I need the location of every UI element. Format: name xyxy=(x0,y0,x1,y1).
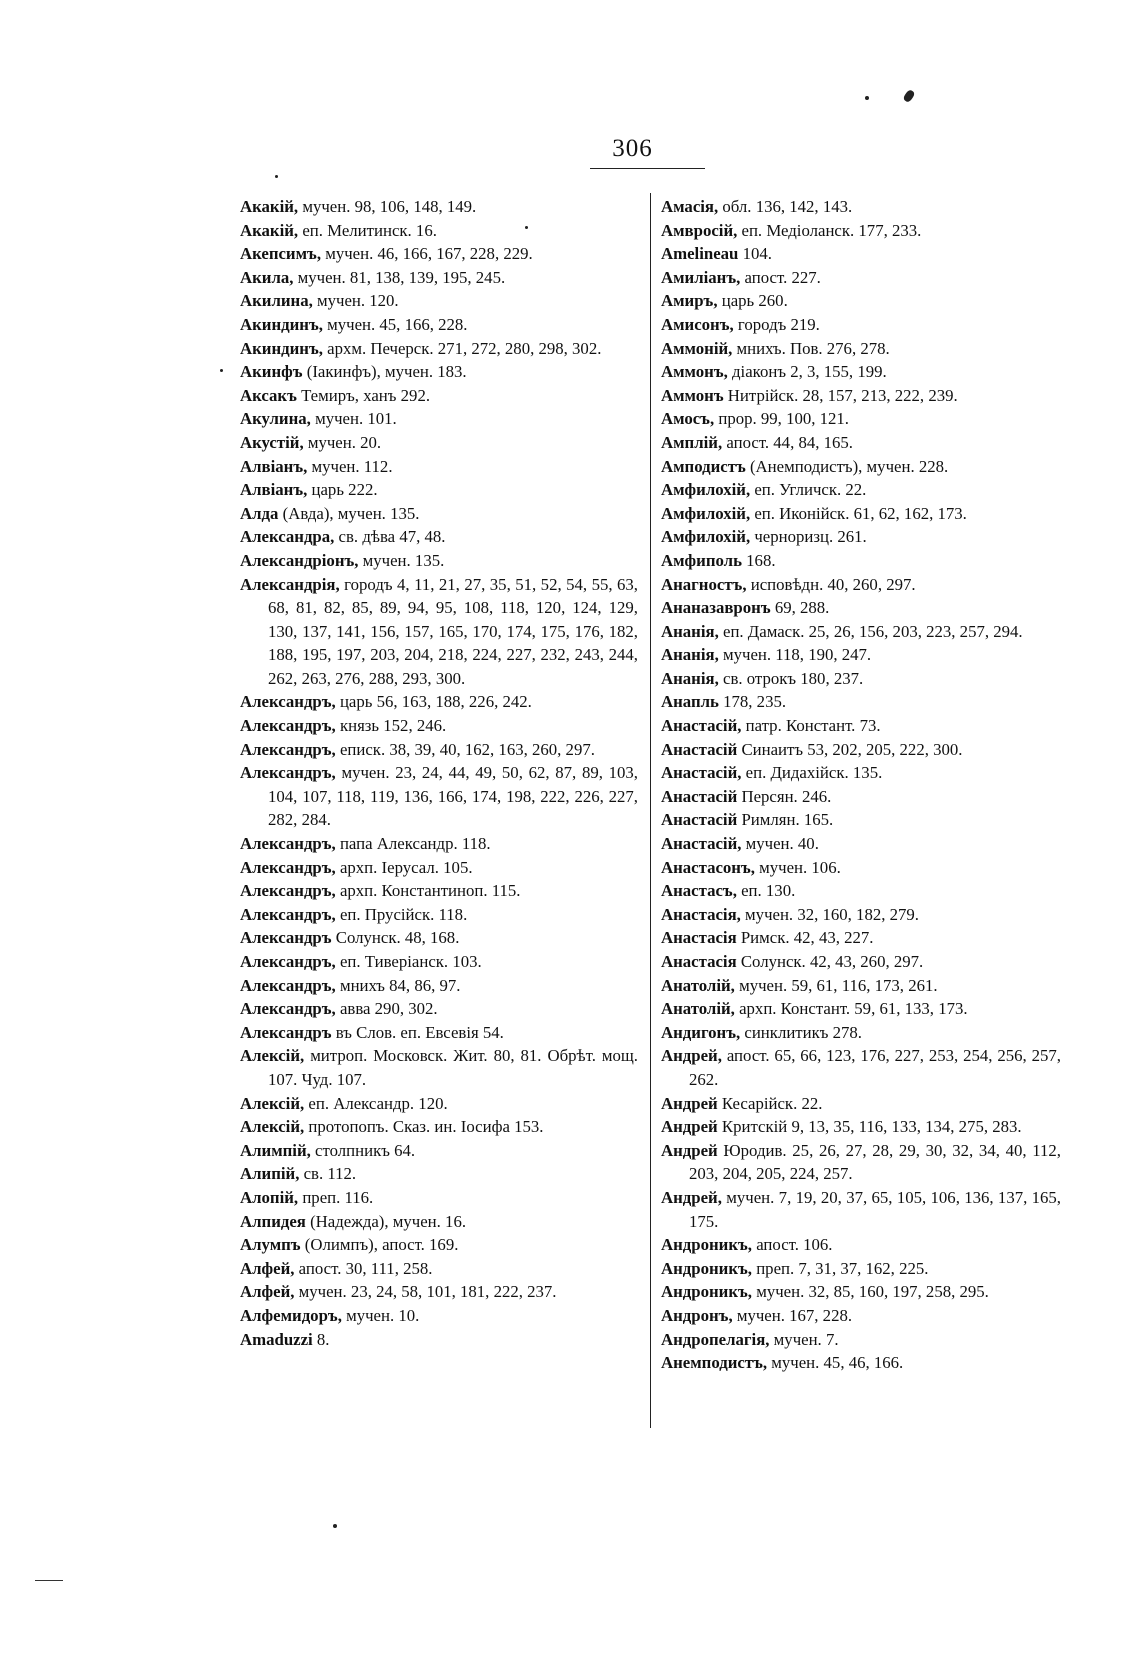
entry-references: еп. Угличск. 22. xyxy=(750,480,867,500)
index-entry xyxy=(661,502,1061,526)
entry-references: черноризц. 261. xyxy=(750,527,867,547)
column-divider xyxy=(650,193,651,1428)
entry-references: царь 260. xyxy=(717,291,788,311)
entry-references: Синаитъ 53, 202, 205, 222, 300. xyxy=(737,739,963,759)
entry-references: патр. Констант. 73. xyxy=(741,716,881,736)
entry-references: преп. 116. xyxy=(298,1187,374,1207)
entry-headword: Амфилохій, xyxy=(661,527,751,547)
entry-headword: Алвіанъ, xyxy=(240,480,308,500)
entry-references: апост. 65, 66, 123, 176, 227, 253, 254, 256, 257, 262. xyxy=(689,1046,1061,1089)
entry-headword: Алфемидоръ, xyxy=(240,1305,342,1325)
index-entry xyxy=(240,714,638,738)
entry-headword: Андрей xyxy=(661,1117,718,1137)
entry-headword: Амисонъ, xyxy=(661,314,734,334)
index-entry xyxy=(661,407,1061,431)
entry-headword: Анастасія, xyxy=(661,904,741,924)
entry-headword: Андигонъ, xyxy=(661,1022,741,1042)
entry-references: Нитрійск. 28, 157, 213, 222, 239. xyxy=(723,385,958,405)
entry-references: (Анемподистъ), мучен. 228. xyxy=(745,456,949,476)
entry-headword: Анапль xyxy=(661,692,719,712)
entry-headword: Александръ, xyxy=(240,999,336,1019)
entry-references: городъ 4, 11, 21, 27, 35, 51, 52, 54, 55, 63, 68, 81, 82, 85, 89, 94, 95, 108, 118, 120, 124, 129, 130, 137, 141, 156, 157, 165, 170, 174, 175, 176, 182, 188, 195, 197, 203, 204, 218, 224, 227, 232, 243, 244, 262, 263, 276, 288, 293, 300. xyxy=(268,574,638,688)
entry-references: мучен. 46, 166, 167, 228, 229. xyxy=(321,244,533,264)
scan-speck xyxy=(333,1524,337,1528)
entry-references: апост. 227. xyxy=(740,267,821,287)
entry-references: прор. 99, 100, 121. xyxy=(714,409,849,429)
entry-headword: Александръ, xyxy=(240,904,336,924)
entry-headword: Амвросій, xyxy=(661,220,738,240)
index-entry xyxy=(661,808,1061,832)
entry-headword: Ананія, xyxy=(661,621,719,641)
entry-headword: Алда xyxy=(240,503,279,523)
entry-references: мучен. 106. xyxy=(754,857,841,877)
index-entry xyxy=(661,1304,1061,1328)
entry-headword: Амфилохій, xyxy=(661,480,751,500)
entry-references: еп. Тиверіанск. 103. xyxy=(335,952,482,971)
entry-references: Юродив. 25, 26, 27, 28, 29, 30, 32, 34, 40, 112, 203, 204, 205, 224, 257. xyxy=(689,1140,1061,1184)
entry-references: (Надежда), мучен. 16. xyxy=(305,1211,467,1231)
entry-headword: Анастасія xyxy=(661,952,737,971)
index-entry xyxy=(240,195,638,219)
entry-references: Персян. 246. xyxy=(737,786,832,806)
entry-references: архм. Печерск. 271, 272, 280, 298, 302. xyxy=(322,338,602,358)
entry-references: (Олимпъ), апост. 169. xyxy=(300,1235,459,1255)
entry-headword: Андроникъ, xyxy=(661,1235,752,1255)
entry-references: Солунск. 42, 43, 260, 297. xyxy=(736,952,924,971)
entry-headword: Андропелагія, xyxy=(661,1329,770,1349)
entry-references: апост. 44, 84, 165. xyxy=(722,432,854,452)
entry-references: св. отрокъ 180, 237. xyxy=(718,668,864,688)
index-entry xyxy=(661,1021,1061,1045)
index-entry xyxy=(240,761,638,832)
entry-references: мучен. 112. xyxy=(307,456,393,476)
index-entry xyxy=(661,667,1061,691)
index-entry xyxy=(240,337,638,361)
index-entry xyxy=(240,1021,638,1045)
entry-references: еп. Прусійск. 118. xyxy=(335,904,468,924)
index-entry xyxy=(661,832,1061,856)
index-entry xyxy=(661,384,1061,408)
entry-references: еп. Дидахійск. 135. xyxy=(741,763,883,783)
entry-headword: Амосъ, xyxy=(661,409,715,429)
entry-references: мучен. 20. xyxy=(303,432,382,452)
index-entry xyxy=(240,1139,638,1163)
index-entry xyxy=(240,997,638,1021)
index-entry xyxy=(661,266,1061,290)
entry-references: еп. Дамаск. 25, 26, 156, 203, 223, 257, 294. xyxy=(718,621,1023,641)
index-entry xyxy=(661,455,1061,479)
entry-headword: Ананія, xyxy=(661,668,719,688)
entry-references: столпникъ 64. xyxy=(310,1140,416,1160)
index-entry xyxy=(661,219,1061,243)
left-index-column xyxy=(240,195,638,1351)
index-entry xyxy=(240,1280,638,1304)
index-entry xyxy=(240,1328,638,1352)
page-number: 306 xyxy=(612,135,653,162)
entry-references: царь 56, 163, 188, 226, 242. xyxy=(335,692,532,712)
entry-headword: Амиліанъ, xyxy=(661,267,741,287)
entry-headword: Александръ, xyxy=(240,881,336,901)
index-entry xyxy=(240,431,638,455)
index-entry xyxy=(240,573,638,691)
entry-headword: Amaduzzi xyxy=(240,1329,313,1349)
entry-headword: Амфиполь xyxy=(661,550,742,570)
entry-headword: Александрія, xyxy=(240,574,340,594)
right-index-column xyxy=(661,195,1061,1375)
entry-headword: Амиръ, xyxy=(661,291,718,311)
index-entry xyxy=(240,950,638,974)
page-number-rule xyxy=(590,168,705,169)
entry-headword: Алексій, xyxy=(240,1046,305,1066)
entry-references: 104. xyxy=(738,244,772,264)
entry-references: архп. Іерусал. 105. xyxy=(335,857,473,877)
entry-headword: Амасія, xyxy=(661,197,719,216)
index-entry xyxy=(240,690,638,714)
entry-references: мучен. 7, 19, 20, 37, 65, 105, 106, 136, 137, 165, 175. xyxy=(689,1187,1061,1231)
index-entry xyxy=(661,1257,1061,1281)
index-entry xyxy=(240,478,638,502)
index-entry xyxy=(661,903,1061,927)
entry-references: мучен. 45, 46, 166. xyxy=(767,1353,904,1373)
index-entry xyxy=(240,738,638,762)
scan-speck xyxy=(865,96,869,100)
entry-headword: Акакій, xyxy=(240,197,299,216)
entry-references: мучен. 167, 228. xyxy=(732,1305,853,1325)
entry-references: Темиръ, ханъ 292. xyxy=(296,385,431,405)
entry-references: мучен. 101. xyxy=(310,409,397,429)
entry-headword: Алопій, xyxy=(240,1187,299,1207)
index-entry xyxy=(240,407,638,431)
entry-headword: Акулина, xyxy=(240,409,311,429)
entry-headword: Акилина, xyxy=(240,291,313,311)
entry-references: еп. Мелитинск. 16. xyxy=(298,220,437,240)
index-entry xyxy=(240,1092,638,1116)
index-entry xyxy=(240,289,638,313)
entry-headword: Анастасій, xyxy=(661,716,742,736)
index-entry xyxy=(240,266,638,290)
index-entry xyxy=(240,1186,638,1210)
entry-headword: Амподистъ xyxy=(661,456,746,476)
entry-references: исповѣдн. 40, 260, 297. xyxy=(746,574,916,594)
entry-references: св. 112. xyxy=(299,1164,357,1184)
entry-headword: Анастасъ, xyxy=(661,881,737,901)
entry-headword: Александръ, xyxy=(240,952,336,971)
index-entry xyxy=(240,219,638,243)
entry-headword: Анастасій xyxy=(661,739,738,759)
entry-headword: Алексій, xyxy=(240,1117,305,1137)
index-entry xyxy=(240,879,638,903)
entry-references: еп. 130. xyxy=(736,881,796,901)
entry-references: мучен. 98, 106, 148, 149. xyxy=(298,197,477,216)
entry-headword: Анастасонъ, xyxy=(661,857,755,877)
entry-headword: Алвіанъ, xyxy=(240,456,308,476)
index-entry xyxy=(661,714,1061,738)
entry-references: архп. Константиноп. 115. xyxy=(335,881,521,901)
entry-headword: Амплій, xyxy=(661,432,723,452)
index-entry xyxy=(661,785,1061,809)
entry-references: 8. xyxy=(312,1329,330,1349)
entry-headword: Александръ xyxy=(240,928,332,948)
index-entry xyxy=(661,1351,1061,1375)
entry-headword: Ананазавронъ xyxy=(661,598,771,618)
entry-headword: Акакій, xyxy=(240,220,299,240)
entry-headword: Алумпъ xyxy=(240,1235,301,1255)
index-entry xyxy=(661,525,1061,549)
entry-headword: Андроникъ, xyxy=(661,1258,752,1278)
entry-references: Римск. 42, 43, 227. xyxy=(736,928,874,948)
entry-references: мучен. 32, 160, 182, 279. xyxy=(740,904,919,924)
entry-references: въ Слов. еп. Евсевія 54. xyxy=(331,1022,504,1042)
entry-references: мучен. 135. xyxy=(358,550,445,570)
index-entry xyxy=(661,313,1061,337)
entry-headword: Александръ, xyxy=(240,763,336,783)
index-entry xyxy=(240,1115,638,1139)
index-entry xyxy=(661,289,1061,313)
entry-references: св. дѣва 47, 48. xyxy=(334,527,446,547)
entry-references: городъ 219. xyxy=(733,314,820,334)
entry-headword: Аммоній, xyxy=(661,338,733,358)
entry-headword: Алимпій, xyxy=(240,1140,311,1160)
entry-references: мучен. 40. xyxy=(741,834,819,854)
index-entry xyxy=(661,1115,1061,1139)
entry-headword: Акила, xyxy=(240,267,294,287)
entry-headword: Анатолій, xyxy=(661,975,735,995)
entry-headword: Акепсимъ, xyxy=(240,244,322,264)
entry-references: мучен. 23, 24, 44, 49, 50, 62, 87, 89, 103, 104, 107, 118, 119, 136, 166, 174, 198, 222, 226, 227, 282, 284. xyxy=(268,763,638,830)
index-entry xyxy=(661,478,1061,502)
index-entry xyxy=(661,195,1061,219)
index-entry xyxy=(661,360,1061,384)
entry-headword: Анастасій xyxy=(661,786,738,806)
entry-references: еп. Иконійск. 61, 62, 162, 173. xyxy=(750,503,967,523)
entry-headword: Андрей, xyxy=(661,1187,722,1207)
entry-references: архп. Констант. 59, 61, 133, 173. xyxy=(734,999,968,1019)
index-entry xyxy=(661,926,1061,950)
entry-headword: Алпидея xyxy=(240,1211,306,1231)
index-entry xyxy=(661,738,1061,762)
entry-references: діаконъ 2, 3, 155, 199. xyxy=(727,362,887,382)
entry-headword: Акустій, xyxy=(240,432,304,452)
entry-headword: Алипій, xyxy=(240,1164,300,1184)
entry-references: мучен. 32, 85, 160, 197, 258, 295. xyxy=(752,1282,989,1302)
entry-references: князь 152, 246. xyxy=(335,716,447,736)
entry-references: мучен. 120. xyxy=(312,291,399,311)
entry-references: обл. 136, 142, 143. xyxy=(718,197,853,216)
entry-references: 178, 235. xyxy=(718,692,787,712)
scan-speck xyxy=(220,369,223,372)
scan-speck xyxy=(275,175,278,178)
entry-headword: Анагностъ, xyxy=(661,574,747,594)
index-entry xyxy=(240,1210,638,1234)
index-entry xyxy=(240,926,638,950)
entry-references: еп. Медіоланск. 177, 233. xyxy=(737,220,922,240)
index-entry xyxy=(661,761,1061,785)
entry-headword: Алфей, xyxy=(240,1258,295,1278)
entry-headword: Анастасій xyxy=(661,810,738,830)
index-entry xyxy=(240,1162,638,1186)
entry-headword: Андроникъ, xyxy=(661,1282,752,1302)
entry-references: еп. Александр. 120. xyxy=(304,1093,448,1113)
index-entry xyxy=(240,1257,638,1281)
entry-headword: Алфей, xyxy=(240,1282,295,1302)
entry-references: апост. 106. xyxy=(752,1235,833,1255)
entry-references: Критскій 9, 13, 35, 116, 133, 134, 275, 283. xyxy=(717,1117,1022,1137)
entry-headword: Амфилохій, xyxy=(661,503,751,523)
index-entry xyxy=(661,856,1061,880)
entry-headword: Анемподистъ, xyxy=(661,1353,768,1373)
entry-references: еписк. 38, 39, 40, 162, 163, 260, 297. xyxy=(335,739,595,759)
entry-references: мучен. 59, 61, 116, 173, 261. xyxy=(734,975,938,995)
entry-references: мучен. 7. xyxy=(769,1329,839,1349)
scan-speck xyxy=(525,226,528,229)
entry-references: папа Александр. 118. xyxy=(335,834,491,854)
index-entry xyxy=(661,337,1061,361)
index-entry xyxy=(661,431,1061,455)
entry-references: 69, 288. xyxy=(770,598,830,618)
entry-headword: Анатолій, xyxy=(661,999,735,1019)
index-entry xyxy=(661,974,1061,998)
entry-headword: Amelineau xyxy=(661,244,739,264)
entry-references: мучен. 81, 138, 139, 195, 245. xyxy=(293,267,506,287)
entry-references: царь 222. xyxy=(307,480,378,500)
entry-headword: Андрей xyxy=(661,1093,718,1113)
index-entry xyxy=(240,974,638,998)
entry-headword: Андрей, xyxy=(661,1046,722,1066)
entry-references: протопопъ. Сказ. ин. Іосифа 153. xyxy=(304,1117,544,1137)
entry-headword: Анастасія xyxy=(661,928,737,948)
index-entry xyxy=(661,997,1061,1021)
index-entry xyxy=(240,1044,638,1091)
entry-references: 168. xyxy=(741,550,776,570)
entry-headword: Акинфъ xyxy=(240,362,303,382)
entry-headword: Акиндинъ, xyxy=(240,314,323,334)
entry-headword: Александръ, xyxy=(240,739,336,759)
index-entry xyxy=(240,856,638,880)
entry-headword: Аксакъ xyxy=(240,385,297,405)
entry-references: Солунск. 48, 168. xyxy=(331,928,460,948)
index-entry xyxy=(240,242,638,266)
index-entry xyxy=(240,525,638,549)
index-entry xyxy=(661,1139,1061,1186)
index-entry xyxy=(240,549,638,573)
entry-headword: Андронъ, xyxy=(661,1305,733,1325)
entry-headword: Андрей xyxy=(661,1140,718,1160)
entry-references: авва 290, 302. xyxy=(335,999,438,1019)
index-entry xyxy=(240,502,638,526)
index-entry xyxy=(661,1280,1061,1304)
entry-references: синклитикъ 278. xyxy=(740,1022,863,1042)
entry-headword: Ананія, xyxy=(661,645,719,665)
entry-references: мнихъ 84, 86, 97. xyxy=(335,975,461,995)
entry-headword: Александръ, xyxy=(240,834,336,854)
entry-references: мучен. 10. xyxy=(341,1305,420,1325)
entry-headword: Александръ, xyxy=(240,975,336,995)
entry-references: мучен. 45, 166, 228. xyxy=(322,314,468,334)
entry-references: митроп. Московск. Жит. 80, 81. Обрѣт. мощ. 107. Чуд. 107. xyxy=(268,1046,638,1089)
index-entry xyxy=(661,643,1061,667)
entry-references: мучен. 23, 24, 58, 101, 181, 222, 237. xyxy=(294,1282,557,1302)
entry-headword: Анастасій, xyxy=(661,763,742,783)
index-entry xyxy=(661,1044,1061,1091)
entry-references: Римлян. 165. xyxy=(737,810,834,830)
index-entry xyxy=(661,1092,1061,1116)
entry-headword: Аммонъ, xyxy=(661,362,728,382)
index-entry xyxy=(240,313,638,337)
index-entry xyxy=(661,690,1061,714)
index-entry xyxy=(661,242,1061,266)
entry-references: (Авда), мучен. 135. xyxy=(278,503,420,523)
index-entry xyxy=(661,549,1061,573)
index-entry xyxy=(661,573,1061,597)
index-entry xyxy=(240,832,638,856)
entry-references: (Іакинфъ), мучен. 183. xyxy=(302,362,467,382)
scan-margin-mark xyxy=(35,1580,63,1581)
entry-references: мучен. 118, 190, 247. xyxy=(718,645,872,665)
entry-headword: Александръ, xyxy=(240,716,336,736)
index-entry xyxy=(240,1304,638,1328)
entry-references: апост. 30, 111, 258. xyxy=(294,1258,433,1278)
entry-headword: Александръ, xyxy=(240,857,336,877)
index-entry xyxy=(240,1233,638,1257)
index-entry xyxy=(240,903,638,927)
entry-references: Кесарійск. 22. xyxy=(717,1093,823,1113)
index-entry xyxy=(661,950,1061,974)
entry-headword: Анастасій, xyxy=(661,834,742,854)
index-entry xyxy=(240,455,638,479)
entry-headword: Александръ, xyxy=(240,692,336,712)
entry-headword: Аммонъ xyxy=(661,385,724,405)
index-entry xyxy=(661,596,1061,620)
index-entry xyxy=(661,620,1061,644)
index-entry xyxy=(661,879,1061,903)
entry-headword: Александріонъ, xyxy=(240,550,359,570)
entry-references: мнихъ. Пов. 276, 278. xyxy=(732,338,890,358)
entry-references: преп. 7, 31, 37, 162, 225. xyxy=(752,1258,929,1278)
entry-headword: Александра, xyxy=(240,527,335,547)
index-entry xyxy=(240,360,638,384)
index-entry xyxy=(661,1186,1061,1233)
index-entry xyxy=(240,384,638,408)
entry-headword: Александръ xyxy=(240,1022,332,1042)
index-entry xyxy=(661,1328,1061,1352)
entry-headword: Акиндинъ, xyxy=(240,338,323,358)
scan-speck xyxy=(902,89,915,103)
entry-headword: Алексій, xyxy=(240,1093,305,1113)
index-entry xyxy=(661,1233,1061,1257)
